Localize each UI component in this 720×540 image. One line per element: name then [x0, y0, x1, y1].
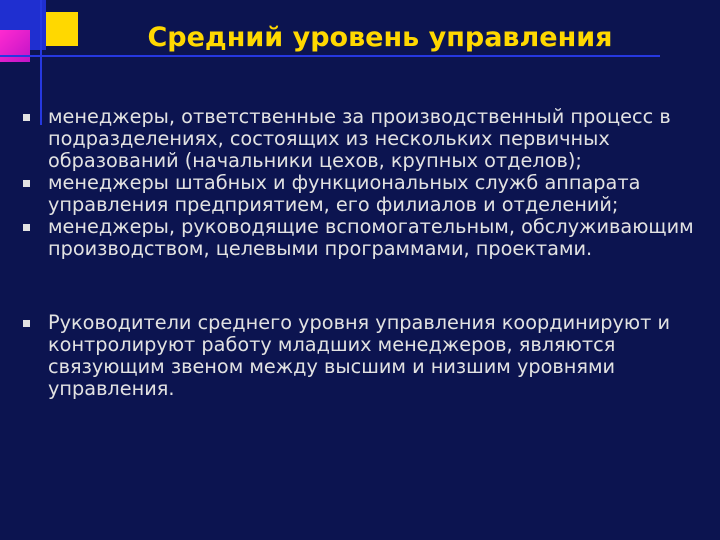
bullet-text: менеджеры штабных и функциональных служб аппарата управления предприятием, его филиалов и отделений; — [48, 171, 641, 216]
bullet-item-staff-managers — [20, 172, 700, 216]
bullet-square-icon — [23, 180, 30, 187]
bullet-text: Руководители среднего уровня управления координируют и контролируют работу младших менеджеров, являются связующим звеном между высшим и низшим уровнями управления. — [48, 311, 671, 400]
bullet-item-support-managers — [20, 216, 700, 260]
bullet-list — [20, 106, 700, 400]
bullet-square-icon — [23, 320, 30, 327]
bullet-text: менеджеры, руководящие вспомогательным, обслуживающим производством, целевыми программами, проектами. — [48, 215, 694, 260]
decor-yellow-square — [46, 12, 78, 46]
bullet-square-icon — [23, 114, 30, 121]
decor-magenta-square — [0, 30, 30, 62]
slide-title: Средний уровень управления — [147, 22, 613, 53]
bullet-text: менеджеры, ответственные за производственный процесс в подразделениях, состоящих из нескольких первичных образований (начальники цехов, крупных отделов); — [48, 105, 671, 172]
bullet-item-line-managers — [20, 106, 700, 172]
bullet-item-summary — [20, 312, 700, 400]
bullet-square-icon — [23, 224, 30, 231]
